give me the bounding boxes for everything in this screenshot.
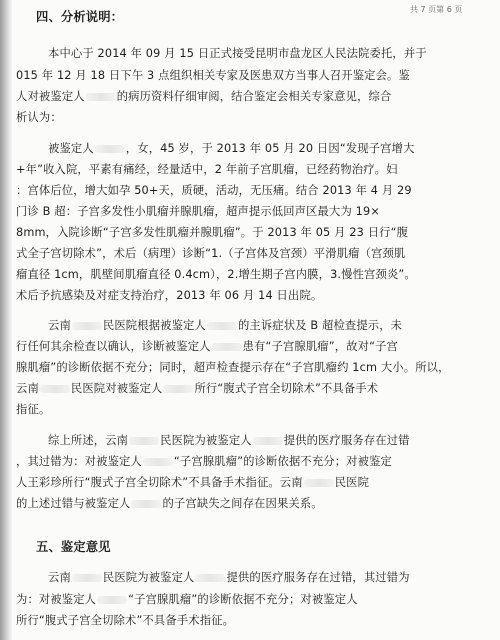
text-segment: 行任何其余检查以确认，诊断被鉴定人	[16, 340, 211, 353]
redacted-name	[143, 458, 173, 466]
redacted-name	[95, 145, 125, 153]
text-line	[16, 183, 412, 198]
text-segment: 的上述过错与被鉴定人	[16, 497, 131, 510]
text-segment: 被鉴定人	[48, 142, 94, 155]
text-segment: 腺肌瘤”的诊断依据不充分；同时，超声检查提示存在“子宫肌瘤约 1cm 大小。所以，	[16, 361, 450, 374]
text-line	[16, 360, 450, 375]
text-segment: 综上所述，云南	[48, 434, 129, 447]
text-line	[48, 318, 402, 333]
text-segment: 云南	[48, 319, 71, 332]
text-line	[48, 570, 410, 585]
text-segment: 患有“子宫腺肌瘤”，故对“子宫	[242, 340, 398, 353]
text-line	[16, 402, 50, 417]
redacted-name	[163, 385, 193, 393]
text-segment: 云南	[48, 571, 71, 584]
text-segment: 民医院	[334, 476, 370, 489]
text-segment: 的主诉症状及 B 超检查提示，未	[237, 319, 403, 332]
text-segment: “子宫腺肌瘤”的诊断依据不充分；对被鉴定	[173, 455, 392, 468]
redacted-name	[97, 596, 127, 604]
redacted-name	[86, 93, 116, 101]
redacted-name	[195, 574, 225, 582]
section-heading-analysis: 四、分析说明：	[36, 10, 124, 24]
text-line	[48, 141, 415, 156]
text-line	[16, 454, 392, 469]
text-segment: 本中心于 2014 年 09 月 15 日正式接受昆明市盘龙区人民法院委托，并于	[48, 47, 427, 60]
text-segment: 民医院对被鉴定人	[70, 382, 163, 395]
section-heading-opinion: 五、鉴定意见	[36, 540, 111, 554]
text-line	[16, 267, 416, 282]
text-segment: ：宫体后位，增大如孕 50+天，质硬，活动，无压痛。结合 2013 年 4 月 29	[16, 184, 412, 197]
text-segment: 门诊 B 超：子宫多发性小肌瘤并腺肌瘤，超声提示低回声区最大为 19×	[16, 205, 380, 218]
redacted-name	[72, 322, 102, 330]
text-line	[16, 68, 410, 83]
redacted-name	[72, 574, 102, 582]
redacted-name	[40, 385, 70, 393]
text-line	[16, 110, 62, 125]
text-line	[48, 433, 410, 448]
redacted-name	[207, 322, 237, 330]
text-segment: 所行“腹式子宫全切除术”不具备手术	[194, 382, 379, 395]
text-line	[16, 225, 408, 240]
text-segment: 指征。	[16, 403, 51, 416]
text-line	[16, 288, 322, 303]
text-segment: 的子宫缺失之间存在因果关系。	[162, 497, 323, 510]
text-segment: ，其过错为：对被鉴定人	[16, 455, 142, 468]
text-segment: 提供的医疗服务存在过错	[283, 434, 410, 447]
text-segment: 人王彩珍所行“腹式子宫全切除术”不具备手术指征。云南	[16, 476, 303, 489]
text-line	[16, 89, 391, 104]
redacted-name	[253, 437, 283, 445]
text-segment: 015 年 12 月 18 日下午 3 点组织相关专家及医患双方当事人召开鉴定会。鉴	[16, 69, 410, 82]
binding-shadow	[0, 0, 12, 640]
text-segment: 民医院为被鉴定人	[160, 434, 252, 447]
text-line	[16, 592, 358, 607]
text-segment: 民医院为被鉴定人	[102, 571, 195, 584]
text-line	[16, 613, 234, 628]
redacted-name	[131, 500, 161, 508]
text-segment: 瘤直径 1cm，肌壁间肌瘤直径 0.4cm），2.增生期子宫内膜，3.慢性宫颈炎”。	[16, 268, 416, 281]
text-line	[48, 46, 427, 61]
redacted-name	[304, 479, 334, 487]
text-segment: 民医院根据被鉴定人	[102, 319, 206, 332]
text-line	[16, 339, 398, 354]
page-number: 共 7 页第 6 页	[410, 5, 463, 14]
text-segment: 术后予抗感染及对症支持治疗，2013 年 06 月 14 日出院。	[16, 289, 323, 302]
text-segment: “子宫腺肌瘤”的诊断依据不充分；对被鉴定人	[128, 593, 358, 606]
text-line	[16, 204, 380, 219]
text-line	[16, 475, 369, 490]
text-segment: 的病历资料仔细审阅，结合鉴定会相关专家意见，综合	[116, 90, 392, 103]
text-segment: 提供的医疗服务存在过错，其过错为	[226, 571, 410, 584]
text-segment: 析认为：	[16, 111, 62, 124]
text-segment: +年”收入院，平素有痛经，经量适中，2 年前子宫肌瘤，已经药物治疗。妇	[16, 163, 398, 176]
redacted-name	[129, 437, 159, 445]
redacted-name	[212, 343, 242, 351]
text-segment: 为：对被鉴定人	[16, 593, 97, 606]
text-segment: ，女，45 岁，于 2013 年 05 月 20 日因“发现子宫增大	[125, 142, 415, 155]
text-line	[16, 496, 323, 511]
text-segment: 人对被鉴定人	[16, 90, 85, 103]
text-segment: 所行“腹式子宫全切除术”不具备手术指征。	[16, 614, 235, 627]
text-segment: 式全子宫切除术”，术后（病理）诊断“1.（子宫体及宫颈）平滑肌瘤（宫颈肌	[16, 247, 406, 260]
text-line	[16, 162, 398, 177]
text-segment: 8mm，入院诊断“子宫多发性肌瘤并腺肌瘤”。于 2013 年 05 月 23 日行“腹	[16, 226, 409, 239]
text-line	[16, 381, 378, 396]
text-segment: 云南	[16, 382, 39, 395]
text-line	[16, 246, 405, 261]
